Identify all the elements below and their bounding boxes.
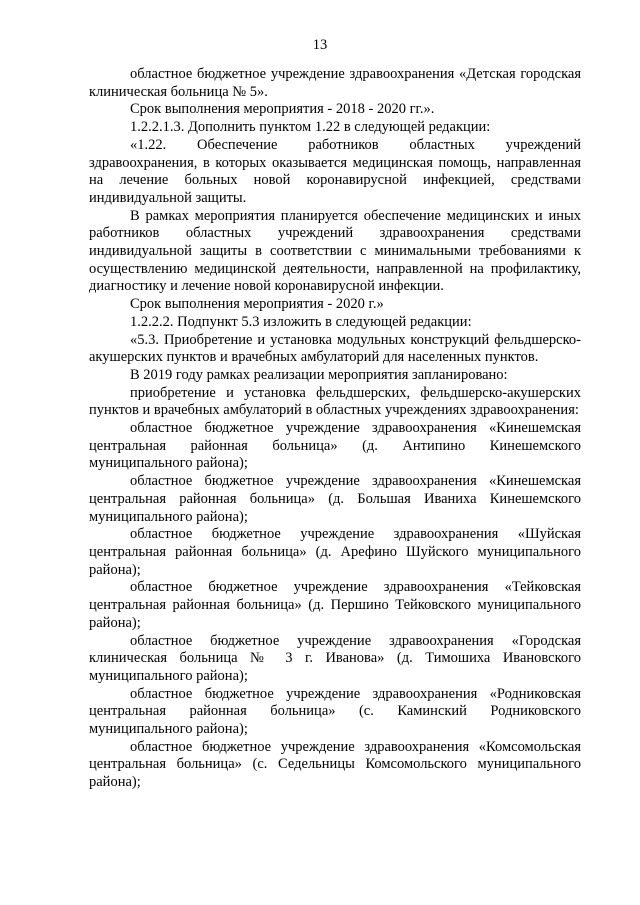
- paragraph-deadline-2020: Срок выполнения мероприятия - 2020 г.»: [130, 296, 384, 313]
- paragraph-amendment-1-2-2-1-3: 1.2.2.1.3. Дополнить пунктом 1.22 в следующей редакции:: [130, 119, 491, 136]
- document-body: [89, 66, 581, 792]
- paragraph-children-hospital-5: областное бюджетное учреждение здравоохранения «Детская городская клиническая больница № 5».: [89, 66, 581, 100]
- paragraph-item-5-3: «5.3. Приобретение и установка модульных конструкций фельдшерско-акушерских пунктов и врачебных амбулаторий для населенных пунктов.: [89, 331, 581, 366]
- paragraph-ivanovo-timoshikha: областное бюджетное учреждение здравоохранения «Городская клиническая больница № 3 г. Иванова» (д. Тимошиха Ивановского муниципального района);: [89, 632, 581, 684]
- paragraph-kineshma-antipino: областное бюджетное учреждение здравоохранения «Кинешемская центральная районная больница» (д. Антипино Кинешемского муниципального района);: [89, 420, 581, 472]
- paragraph-teykovo-pershino: областное бюджетное учреждение здравоохранения «Тейковская центральная районная больница» (д. Першино Тейковского муниципального района);: [89, 579, 581, 631]
- paragraph-2019-plan: В 2019 году рамках реализации мероприятия запланировано:: [130, 366, 508, 383]
- paragraph-shuya-arefino: областное бюджетное учреждение здравоохранения «Шуйская центральная районная больница» (д. Арефино Шуйского муниципального района);: [89, 526, 581, 578]
- paragraph-kineshma-bolshaya-ivanikha: областное бюджетное учреждение здравоохранения «Кинешемская центральная районная больница» (д. Большая Иваниха Кинешемского муниципального района);: [89, 473, 581, 525]
- paragraph-deadline-2018-2020: Срок выполнения мероприятия - 2018 - 2020 гг.».: [130, 101, 435, 118]
- page-number: 13: [312, 37, 328, 53]
- paragraph-komsomolsk-sedelnitsy: областное бюджетное учреждение здравоохранения «Комсомольская центральная больница» (с. Седельницы Комсомольского муниципального района);: [89, 738, 581, 791]
- paragraph-ppe-plan: В рамках мероприятия планируется обеспечение медицинских и иных работников областных учреждений здравоохранения средствами индивидуальной защиты в соответствии с минимальными требованиями к осуществлению медицинской деятельности, направленной на профилактику, диагностику и лечение новой коронавирусной инфекции.: [89, 207, 581, 295]
- paragraph-purchase-installation: приобретение и установка фельдшерских, фельдшерско-акушерских пунктов и врачебных амбулаторий в областных учреждениях здравоохранения:: [89, 384, 581, 419]
- paragraph-item-1-22: «1.22. Обеспечение работников областных учреждений здравоохранения, в которых оказывается медицинская помощь, направленная на лечение больных новой коронавирусной инфекцией, средствами индивидуальной защиты.: [89, 136, 581, 206]
- paragraph-amendment-1-2-2-2: 1.2.2.2. Подпункт 5.3 изложить в следующей редакции:: [130, 313, 472, 330]
- paragraph-rodniki-kaminsky: областное бюджетное учреждение здравоохранения «Родниковская центральная районная больница» (с. Каминский Родниковского муниципального района);: [89, 685, 581, 738]
